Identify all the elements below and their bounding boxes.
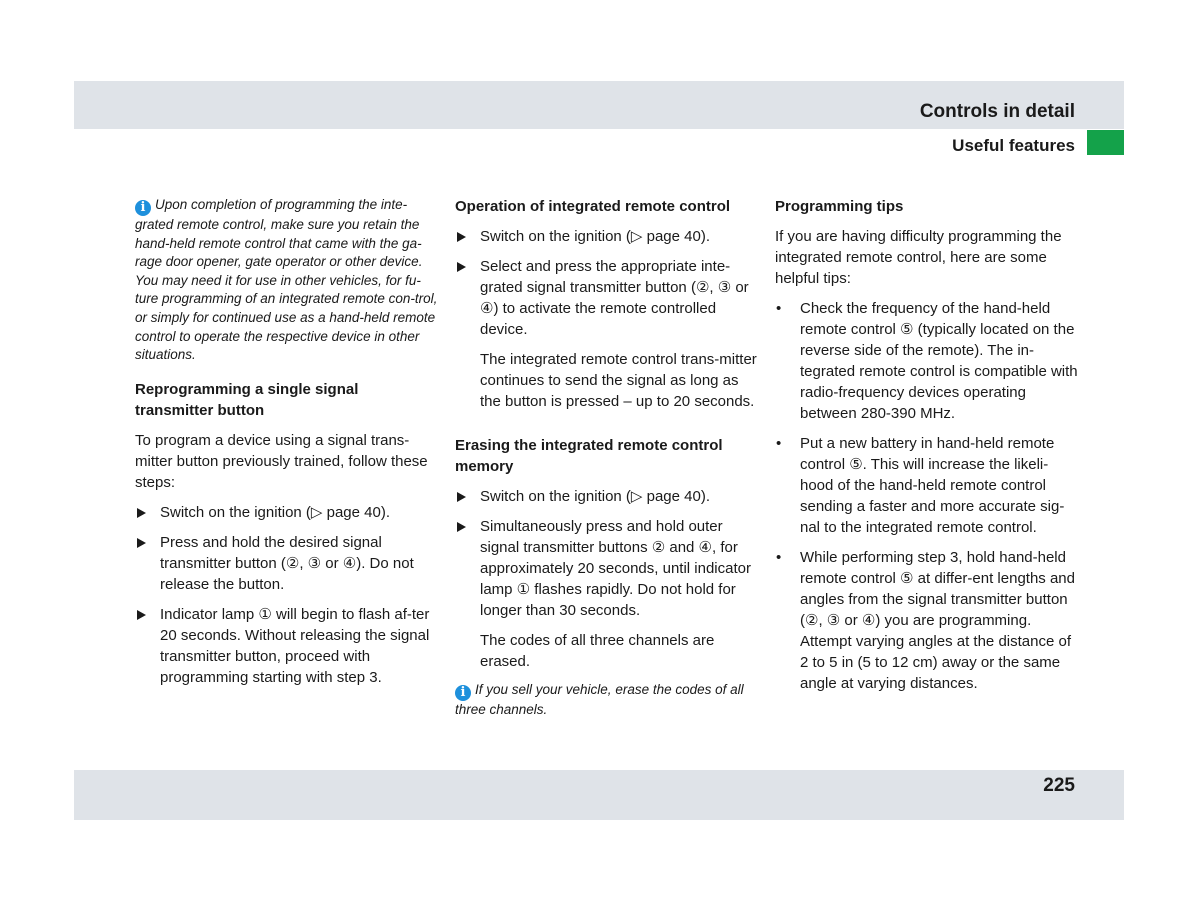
info-icon: i [455,685,471,701]
page-number: 225 [1043,775,1075,796]
step-text: Switch on the ignition (▷ page 40). [160,503,391,521]
paragraph: If you are having difficulty programming the integrated remote control, here are some helpful tips: [775,228,1062,287]
step-text: Press and hold the desired signal transmitter button (②, ③ or ④). Do not release the button. [160,533,414,593]
step-item [455,516,760,621]
section-title: Controls in detail [919,101,1075,122]
info-note [135,196,440,365]
section-color-tab [1087,130,1124,155]
subsection-title: Useful features [952,136,1075,155]
column-left [135,196,440,697]
info-icon: i [135,200,151,216]
step-text: Indicator lamp ① will begin to flash af-ter 20 seconds. Without releasing the signal transmitter button, proceed with programming starting with step 3. [160,605,430,686]
paragraph: The codes of all three channels are erased. [480,632,715,670]
triangle-bullet-icon [137,610,146,620]
section-heading: Reprogramming a single signal transmitter button [135,380,359,419]
paragraph: To program a device using a signal trans-mitter button previously trained, follow these steps: [135,431,428,491]
step-item [455,226,760,247]
triangle-bullet-icon [457,262,466,272]
info-note-text: If you sell your vehicle, erase the codes of all three channels. [455,682,744,717]
section-heading: Operation of integrated remote control [455,198,731,215]
step-text: Switch on the ignition (▷ page 40). [480,228,711,245]
bullet-dot-icon: • [776,549,782,566]
bullet-dot-icon: • [776,435,782,452]
section-heading: Erasing the integrated remote control memory [455,437,723,475]
bullet-text: While performing step 3, hold hand-held remote control ⑤ at differ-ent lengths and angles from the signal transmitter button (②, ③ or ④) you are programming. Attempt varying angles at the distance of 2 to 5 in (5 to 12 cm) away or the same angle at varying distances. [800,549,1075,692]
bullet-dot-icon: • [776,300,782,317]
triangle-bullet-icon [457,492,466,502]
bullet-item [775,433,1080,538]
info-note [455,681,760,720]
bullet-item [775,547,1080,694]
step-text: Switch on the ignition (▷ page 40). [480,488,711,505]
footer-band [74,770,1124,820]
triangle-bullet-icon [457,522,466,532]
column-right [775,196,1080,703]
triangle-bullet-icon [137,538,146,548]
step-item [135,604,440,688]
bullet-text: Put a new battery in hand-held remote control ⑤. This will increase the likeli-hood of the hand-held remote control sending a faster and more accurate sig-nal to the integrated remote control. [800,435,1065,536]
triangle-bullet-icon [137,508,146,518]
paragraph: The integrated remote control trans-mitter continues to send the signal as long as the button is pressed – up to 20 seconds. [480,351,757,410]
triangle-bullet-icon [457,232,466,242]
column-middle [455,196,760,720]
step-text: Select and press the appropriate inte-grated signal transmitter button (②, ③ or ④) to activate the remote controlled device. [480,258,749,338]
step-item [135,532,440,595]
step-item [455,486,760,507]
bullet-text: Check the frequency of the hand-held remote control ⑤ (typically located on the reverse side of the remote). The in-tegrated remote control is compatible with radio-frequency devices operating between 280-390 MHz. [800,300,1078,422]
info-note-text: Upon completion of programming the inte-grated remote control, make sure you retain the hand-held remote control that came with the ga-rage door opener, gate operator or other device. You may need it for use in other vehicles, for fu-ture programming of an integrated remote con-trol, or simply for continued use as a hand-held remote control to operate the respective device in other situations. [135,197,438,363]
section-heading: Programming tips [775,198,904,215]
step-item [135,502,440,523]
step-item [455,256,760,340]
bullet-item [775,298,1080,424]
step-text: Simultaneously press and hold outer signal transmitter buttons ② and ④, for approximately 20 seconds, until indicator lamp ① flashes rapidly. Do not hold for longer than 30 seconds. [480,518,751,619]
